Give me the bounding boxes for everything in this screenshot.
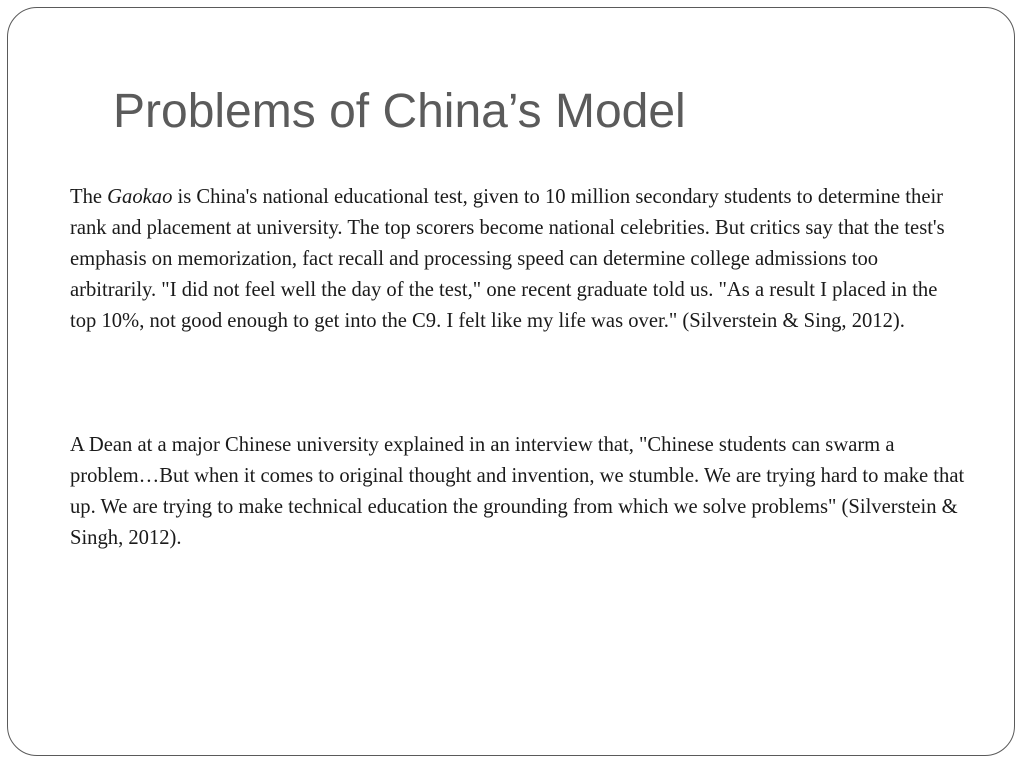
gaokao-term: Gaokao bbox=[107, 186, 173, 208]
slide-body bbox=[70, 182, 965, 554]
paragraph-dean-quote: A Dean at a major Chinese university explained in an interview that, "Chinese students can swarm a problem…But when it comes to original thought and invention, we stumble. We are trying hard to make that up. We are trying to make technical education the grounding from which we solve problems" (Silverstein & Singh, 2012). bbox=[70, 434, 965, 549]
paragraph-gaokao bbox=[70, 182, 965, 337]
paragraph-gaokao-lead: The bbox=[70, 186, 108, 208]
paragraph-gaokao-rest: is China's national educational test, given to 10 million secondary students to determine their rank and placement at university. The top scorers become national celebrities. But critics say that the test's emphasis on memorization, fact recall and processing speed can determine college admissions too arbitrarily. "I did not feel well the day of the test," one recent graduate told us. "As a result I placed in the top 10%, not good enough to get into the C9. I felt like my life was over." (Silverstein & Sing, 2012). bbox=[70, 186, 945, 332]
slide-title: Problems of China’s Model bbox=[113, 85, 686, 138]
paragraph-spacer bbox=[70, 337, 965, 430]
